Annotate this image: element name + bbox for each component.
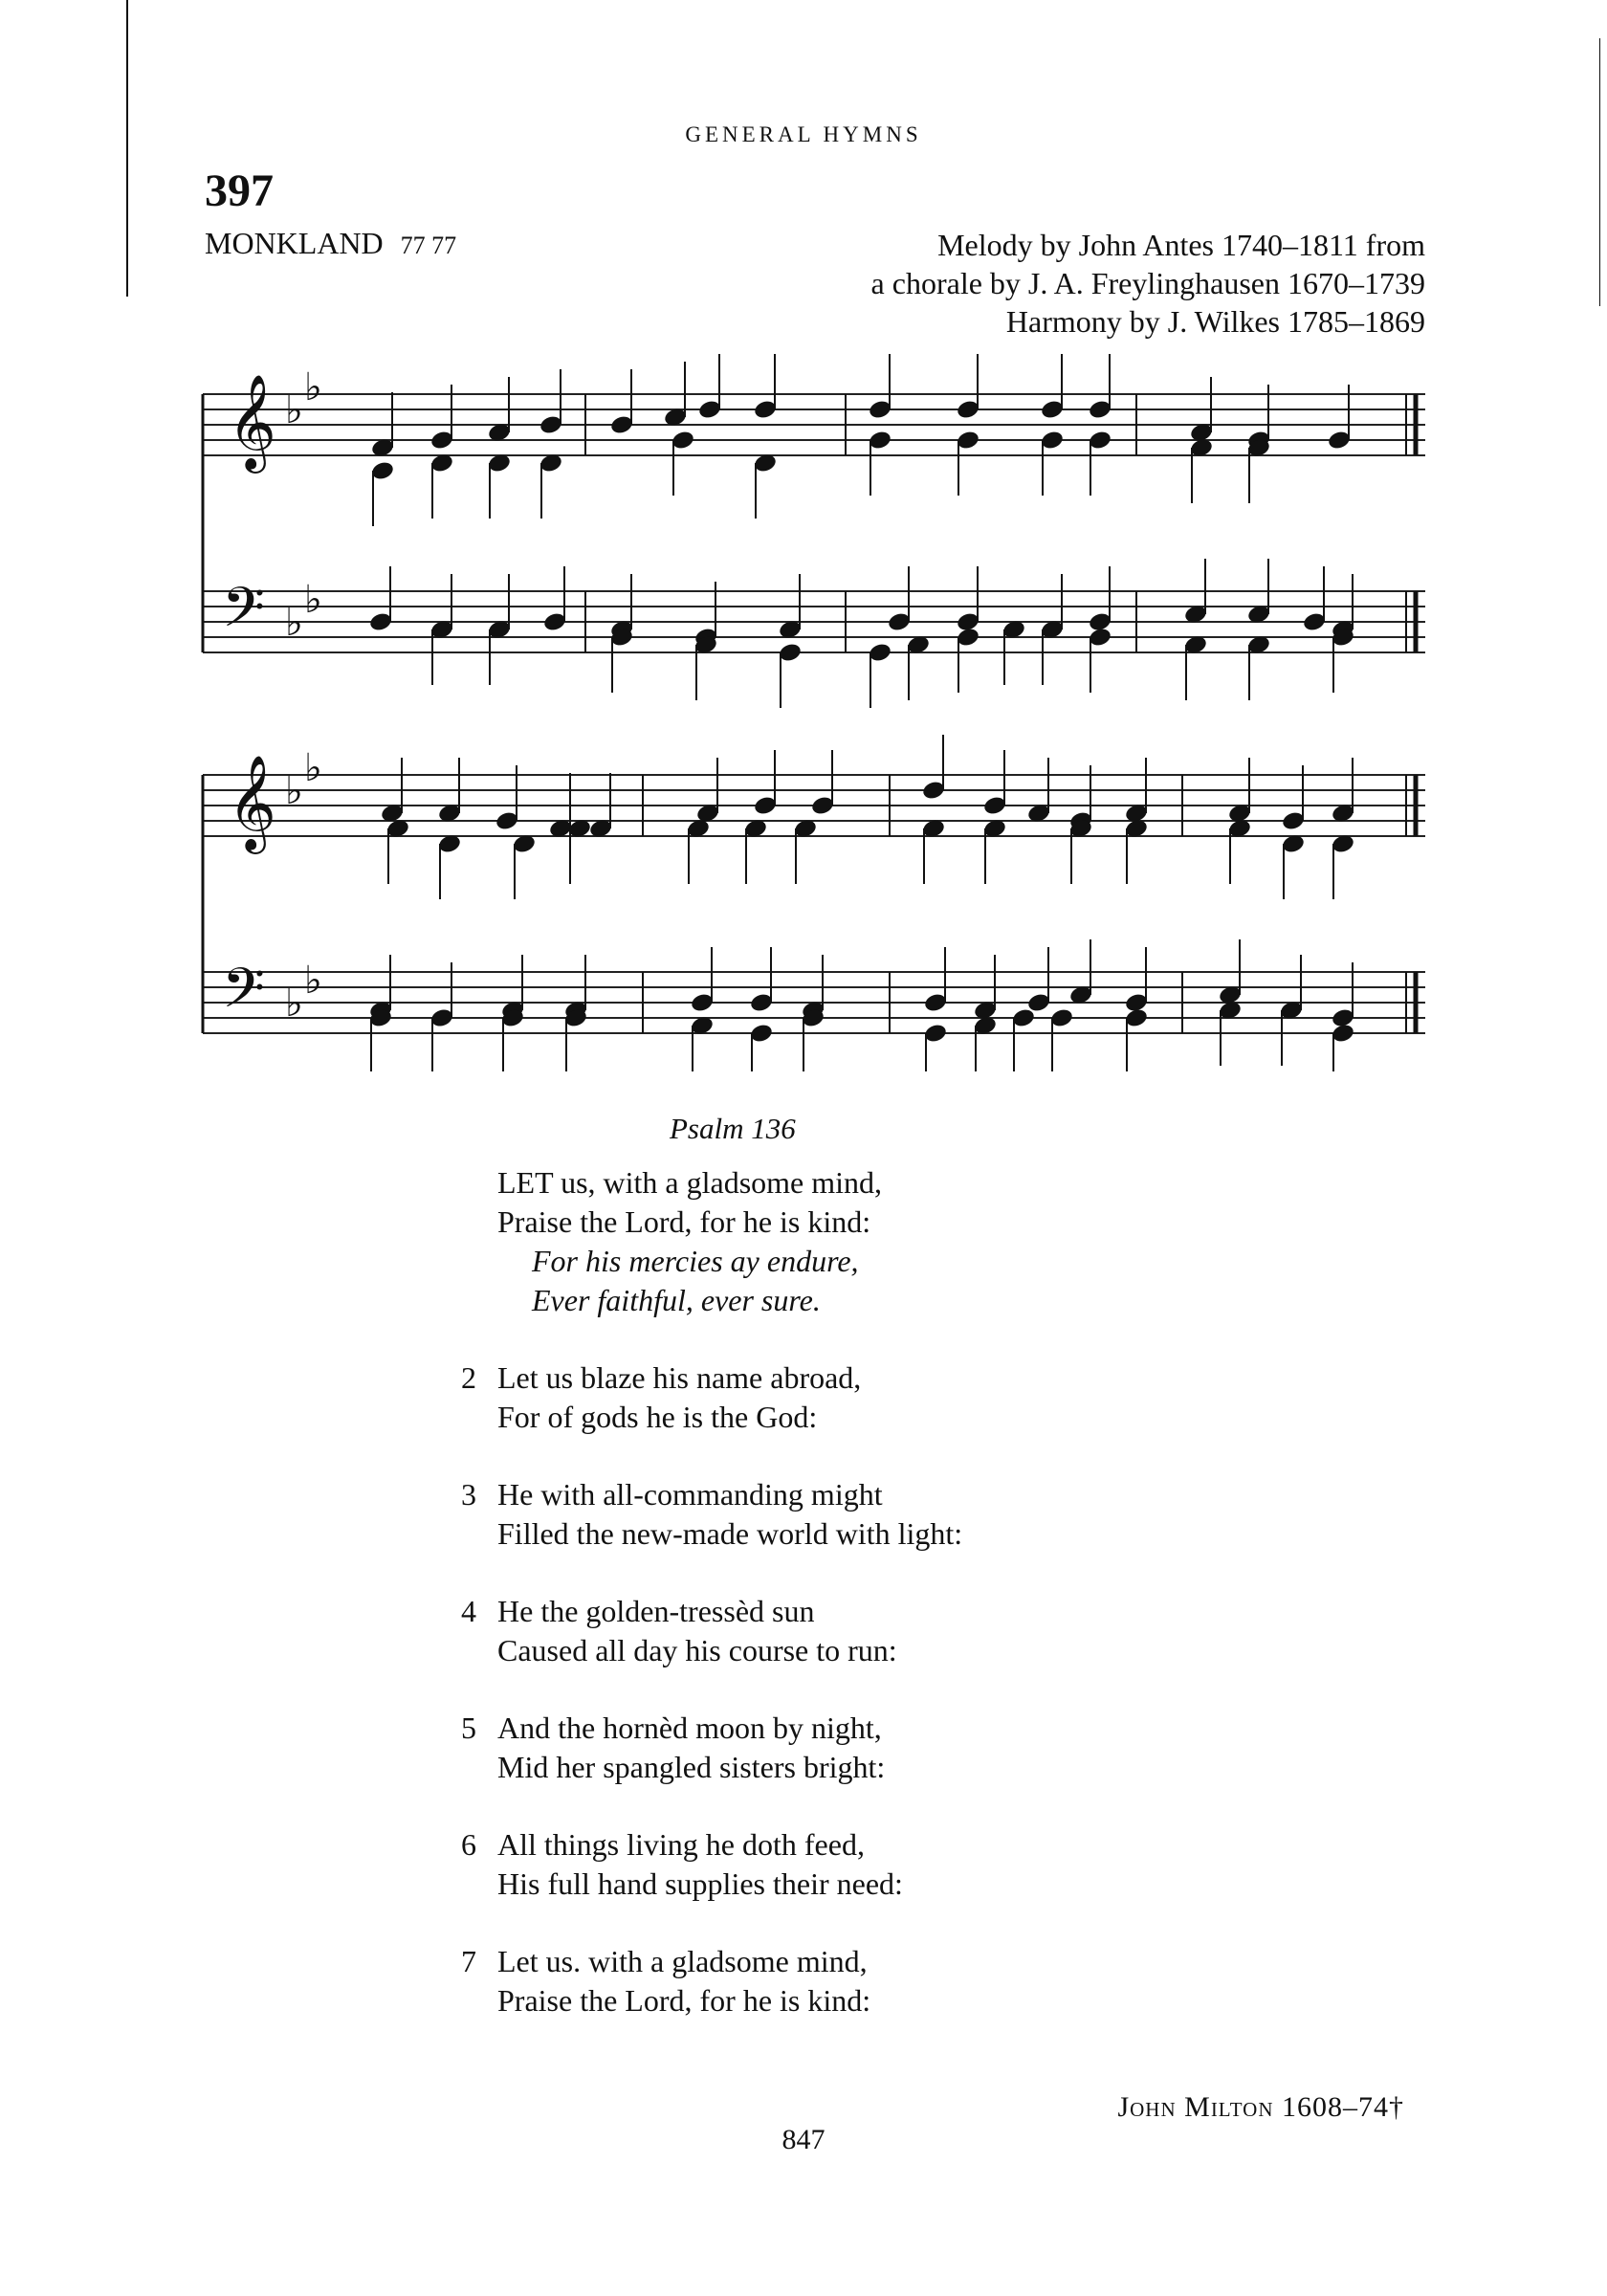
verse-line: Filled the new-made world with light:	[497, 1516, 963, 1551]
verse-line: Praise the Lord, for he is kind:	[497, 1983, 871, 2018]
verse-line: Let us blaze his name abroad,	[497, 1360, 862, 1395]
verse-line: All things living he doth feed,	[497, 1827, 865, 1862]
verse-5	[461, 1709, 1358, 1787]
verse-2	[461, 1358, 1358, 1437]
flat-sign: ♭	[285, 769, 303, 813]
verse-number: 3	[461, 1477, 476, 1512]
flat-sign: ♭	[304, 365, 322, 409]
verse-4	[461, 1592, 1358, 1670]
verse-line: His full hand supplies their need:	[497, 1866, 903, 1901]
verse-3	[461, 1475, 1358, 1554]
flat-sign: ♭	[285, 982, 303, 1026]
music-score	[0, 0, 1607, 1071]
meter: 77 77	[400, 232, 457, 259]
verse-7	[461, 1942, 1358, 2020]
verse-line: Let us. with a gladsome mind,	[497, 1944, 868, 1978]
flat-sign: ♭	[304, 746, 322, 790]
bass-clef: 𝄢	[222, 956, 266, 1034]
hymn-number: 397	[205, 166, 274, 216]
verse-line: And the hornèd moon by night,	[497, 1711, 882, 1745]
verse-number: 4	[461, 1594, 476, 1628]
verse-line: He with all-commanding might	[497, 1477, 883, 1512]
credit-line: Melody by John Antes 1740–1811 from	[937, 228, 1425, 262]
verse-line: Mid her spangled sisters bright:	[497, 1750, 886, 1784]
flat-sign: ♭	[285, 601, 303, 645]
refrain-line: For his mercies ay endure,	[532, 1244, 859, 1278]
psalm-title: Psalm 136	[670, 1112, 796, 1145]
credit-line: a chorale by J. A. Freylinghausen 1670–1739	[870, 266, 1425, 300]
verse-line: LET us, with a gladsome mind,	[497, 1165, 883, 1200]
verse-6	[461, 1825, 1358, 1904]
hymn-text	[461, 1163, 1358, 2059]
verse-line: Caused all day his course to run:	[497, 1633, 897, 1667]
verse-number: 5	[461, 1711, 476, 1745]
treble-clef: 𝄞	[228, 374, 276, 470]
verse-number: 2	[461, 1360, 476, 1395]
verse-line: Praise the Lord, for he is kind:	[497, 1204, 871, 1239]
page-number: 847	[781, 2124, 826, 2155]
running-head: GENERAL HYMNS	[685, 122, 922, 146]
flat-sign: ♭	[285, 388, 303, 432]
verse-number: 7	[461, 1944, 476, 1978]
treble-clef: 𝄞	[228, 755, 276, 850]
verse-1	[497, 1163, 1358, 1320]
flat-sign: ♭	[304, 578, 322, 622]
flat-sign: ♭	[304, 959, 322, 1003]
verse-line: For of gods he is the God:	[497, 1400, 818, 1434]
credit-line: Harmony by J. Wilkes 1785–1869	[1005, 304, 1425, 339]
verse-line: He the golden-tressèd sun	[497, 1594, 815, 1628]
author-attribution: John Milton 1608–74†	[1117, 2091, 1404, 2123]
bass-clef: 𝄢	[222, 575, 266, 653]
verse-number: 6	[461, 1827, 476, 1862]
tune-name: MONKLAND	[205, 226, 384, 260]
refrain-line: Ever faithful, ever sure.	[532, 1283, 821, 1317]
